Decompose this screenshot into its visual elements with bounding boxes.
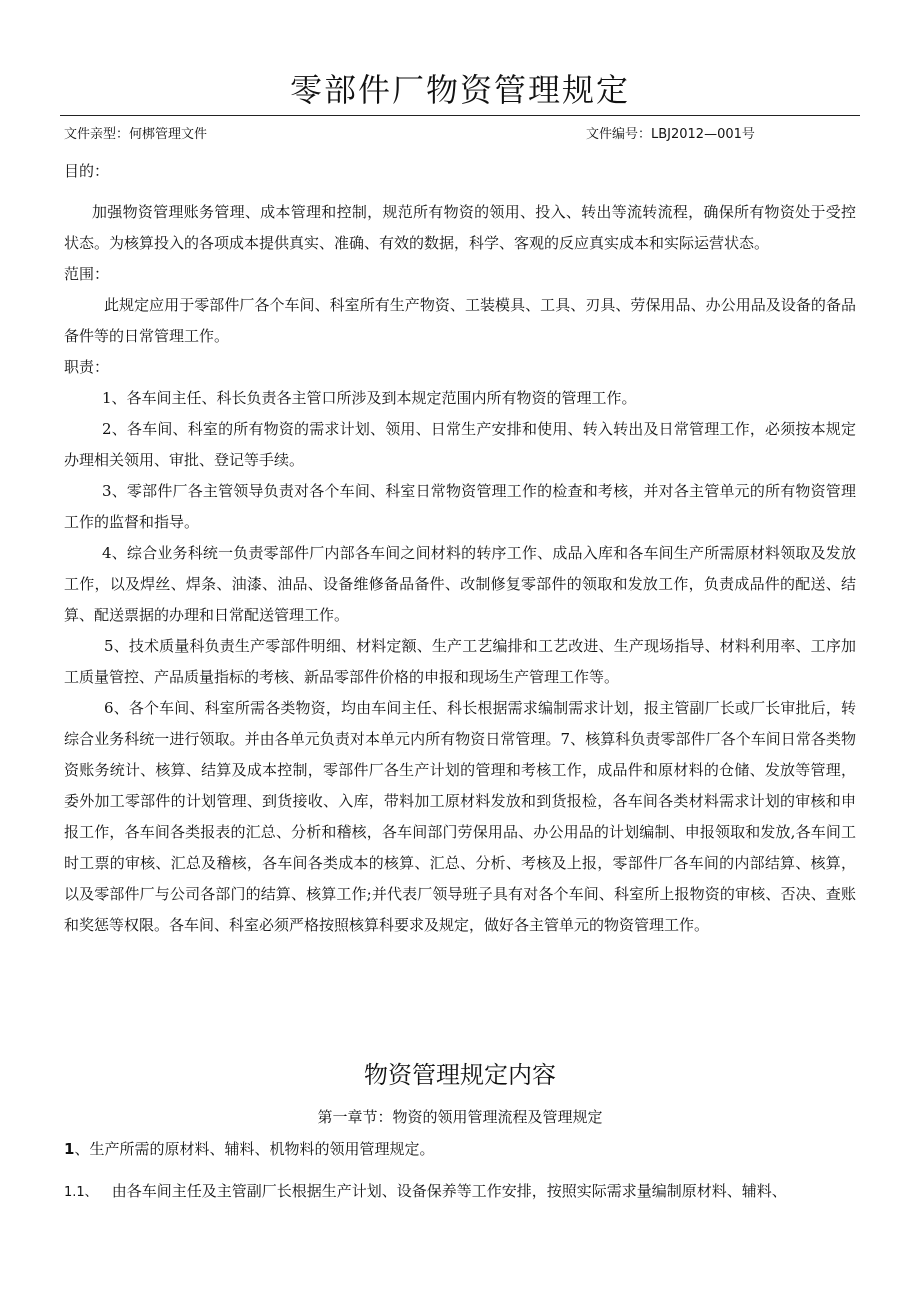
duty-item-3: 3、零部件厂各主管领导负责对各个车间、科室日常物资管理工作的检查和考核，并对各主管单元的所有物资管理工作的监督和指导。 (64, 482, 856, 531)
rule-1-text: 、生产所需的原材料、辅料、机物料的领用管理规定。 (74, 1140, 435, 1158)
purpose-heading: 目的： (64, 162, 110, 180)
scope-paragraph: 此规定应用于零部件厂各个车间、科室所有生产物资、工装模具、工具、刃具、劳保用品、办公用品及设备的备品备件等的日常管理工作。 (64, 296, 856, 345)
section-title: 物资管理规定内容 (364, 1061, 556, 1089)
file-number-label: 文件编号：LBJ2012—001号 (586, 127, 755, 142)
rule-1 (64, 1136, 856, 1162)
duty-item-1: 1、各车间主任、科长负责各主管口所涉及到本规定范围内所有物资的管理工作。 (102, 389, 637, 407)
scope-heading: 范围： (64, 265, 110, 283)
rule-1-number: 1 (64, 1140, 75, 1158)
title-divider (60, 115, 860, 116)
duty-item-6: 6、各个车间、科室所需各类物资，均由车间主任、科长根据需求编制需求计划，报主管副厂长或厂长审批后，转综合业务科统一进行领取。并由各单元负责对本单元内所有物资日常管理。7、核算科负责零部件厂各个车间日常各类物资账务统计、核算、结算及成本控制，零部件厂各生产计划的管理和考核工作，成品件和原材料的仓储、发放等管理，委外加工零部件的计划管理、到货接收、入库，带料加工原材料发放和到货报检，各车间各类材料需求计划的审核和申报工作，各车间各类报表的汇总、分析和稽核，各车间部门劳保用品、办公用品的计划编制、申报领取和发放,各车间工时工票的审核、汇总及稽核，各车间各类成本的核算、汇总、分析、考核及上报，零部件厂各车间的内部结算、核算，以及零部件厂与公司各部门的结算、核算工作;并代表厂领导班子具有对各个车间、科室所上报物资的审核、否决、查账和奖惩等权限。各车间、科室必须严格按照核算科要求及规定，做好各主管单元的物资管理工作。 (64, 699, 856, 934)
chapter-title: 第一章节：物资的领用管理流程及管理规定 (317, 1108, 603, 1126)
duties-heading: 职责： (64, 358, 110, 376)
duty-item-4: 4、综合业务科统一负责零部件厂内部各车间之间材料的转序工作、成品入库和各车间生产所需原材料领取及发放工作，以及焊丝、焊条、油漆、油品、设备维修备品备件、改制修复零部件的领取和发放工作，负责成品件的配送、结算、配送票据的办理和日常配送管理工作。 (64, 544, 856, 624)
duty-item-2: 2、各车间、科室的所有物资的需求计划、领用、日常生产安排和使用、转入转出及日常管理工作，必须按本规定办理相关领用、审批、登记等手续。 (64, 420, 856, 469)
rule-1-1-text: 由各车间主任及主管副厂长根据生产计划、设备保养等工作安排，按照实际需求量编制原材料、辅料、 (111, 1182, 787, 1200)
file-type-label: 文件亲型：何梆管理文件 (64, 127, 208, 142)
rule-1-1 (64, 1178, 864, 1206)
document-title: 零部件厂物资管理规定 (289, 71, 630, 109)
purpose-paragraph: 加强物资管理账务管理、成本管理和控制，规范所有物资的领用、投入、转出等流转流程，确保所有物资处于受控状态。为核算投入的各项成本提供真实、准确、有效的数据，科学、客观的反应真实成本和实际运营状态。 (64, 203, 856, 252)
document-body (64, 156, 856, 941)
duty-item-5: 5、技术质量科负责生产零部件明细、材料定额、生产工艺编排和工艺改进、生产现场指导、材料利用率、工序加工质量管控、产品质量指标的考核、新品零部件价格的申报和现场生产管理工作等。 (64, 637, 856, 686)
rule-1-1-number: 1.1、 (64, 1185, 98, 1200)
